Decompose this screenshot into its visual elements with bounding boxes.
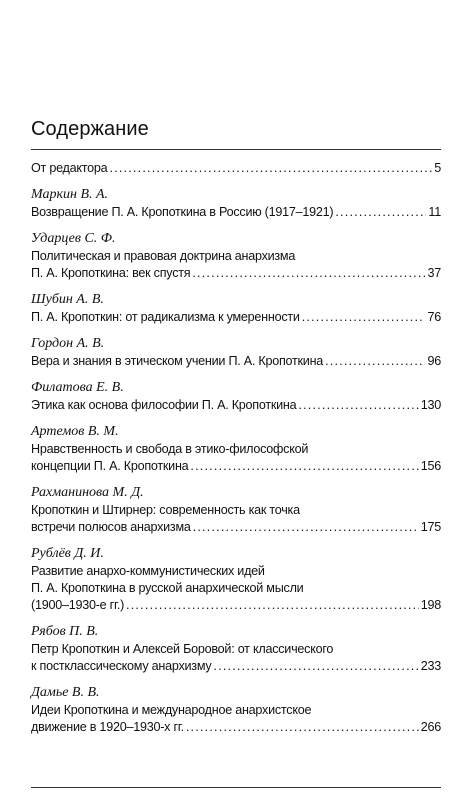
entry-title-text: движение в 1920–1930-х гг. [31, 720, 184, 734]
dot-leader [109, 160, 432, 177]
toc-list [31, 160, 441, 745]
entry-author: Ударцев С. Ф. [31, 231, 116, 246]
entry-author: Рублёв Д. И. [31, 546, 104, 561]
entry-title-final-line [31, 204, 441, 221]
page-number: 76 [427, 310, 441, 324]
page-number: 233 [420, 659, 441, 673]
dot-leader [193, 519, 419, 536]
page-number: 130 [420, 398, 441, 412]
page-number: 266 [420, 720, 441, 734]
entry-title-final-line [31, 719, 441, 736]
entry-title-text: встречи полюсов анархизма [31, 520, 191, 534]
toc-entry [31, 186, 441, 221]
entry-title-final-line [31, 658, 441, 675]
entry-title-final-line [31, 160, 441, 177]
dot-leader [126, 597, 419, 614]
dot-leader [298, 397, 418, 414]
entry-author: Рябов П. В. [31, 624, 99, 639]
toc-entry [31, 379, 441, 414]
entry-title-text: П. А. Кропоткина: век спустя [31, 266, 191, 280]
toc-entry [31, 160, 441, 177]
divider-top [31, 149, 441, 150]
page-title: Содержание [31, 118, 149, 140]
entry-title-final-line [31, 597, 441, 614]
entry-title-text: П. А. Кропоткин: от радикализма к умеренности [31, 310, 300, 324]
entry-title-line: Политическая и правовая доктрина анархизма [31, 249, 296, 263]
dot-leader [302, 309, 426, 326]
dot-leader [186, 719, 419, 736]
entry-title-text: Вера и знания в этическом учении П. А. Кропоткина [31, 354, 324, 368]
dot-leader [335, 204, 426, 221]
dot-leader [190, 458, 418, 475]
divider-bottom [31, 787, 441, 788]
entry-title-line: Нравственность и свобода в этико-философской [31, 442, 309, 456]
dot-leader [213, 658, 418, 675]
entry-author: Дамье В. В. [31, 685, 100, 700]
entry-title-line: Петр Кропоткин и Алексей Боровой: от классического [31, 642, 334, 656]
entry-title-final-line [31, 397, 441, 414]
page-number: 156 [420, 459, 441, 473]
entry-author: Маркин В. А. [31, 187, 109, 202]
entry-author: Артемов В. М. [31, 424, 119, 439]
entry-author: Гордон А. В. [31, 336, 105, 351]
page-number: 198 [420, 598, 441, 612]
entry-title-text: Этика как основа философии П. А. Кропоткина [31, 398, 297, 412]
entry-title-text: От редактора [31, 161, 108, 175]
toc-entry [31, 291, 441, 326]
entry-author: Шубин А. В. [31, 292, 104, 307]
toc-entry [31, 230, 441, 282]
toc-entry [31, 484, 441, 536]
page-number: 11 [428, 205, 441, 219]
page-number: 37 [427, 266, 441, 280]
entry-title-line: Развитие анархо-коммунистических идей [31, 564, 265, 578]
page-number: 175 [420, 520, 441, 534]
entry-title-line: П. А. Кропоткина в русской анархической мысли [31, 581, 304, 595]
dot-leader [192, 265, 425, 282]
page-number: 5 [434, 161, 441, 175]
entry-author: Рахманинова М. Д. [31, 485, 144, 500]
toc-entry [31, 623, 441, 675]
entry-title-text: к постклассическому анархизму [31, 659, 212, 673]
entry-title-final-line [31, 458, 441, 475]
entry-title-text: Возвращение П. А. Кропоткина в Россию (1917–1921) [31, 205, 334, 219]
entry-title-final-line [31, 519, 441, 536]
dot-leader [325, 353, 425, 370]
entry-title-final-line [31, 265, 441, 282]
toc-entry [31, 423, 441, 475]
entry-author: Филатова Е. В. [31, 380, 124, 395]
entry-title-line: Идеи Кропоткина и международное анархистское [31, 703, 312, 717]
entry-title-final-line [31, 309, 441, 326]
toc-entry [31, 335, 441, 370]
entry-title-final-line [31, 353, 441, 370]
entry-title-text: концепции П. А. Кропоткина [31, 459, 189, 473]
toc-entry [31, 545, 441, 614]
entry-title-text: (1900–1930-е гг.) [31, 598, 125, 612]
entry-title-line: Кропоткин и Штирнер: современность как точка [31, 503, 300, 517]
page-number: 96 [427, 354, 441, 368]
toc-entry [31, 684, 441, 736]
